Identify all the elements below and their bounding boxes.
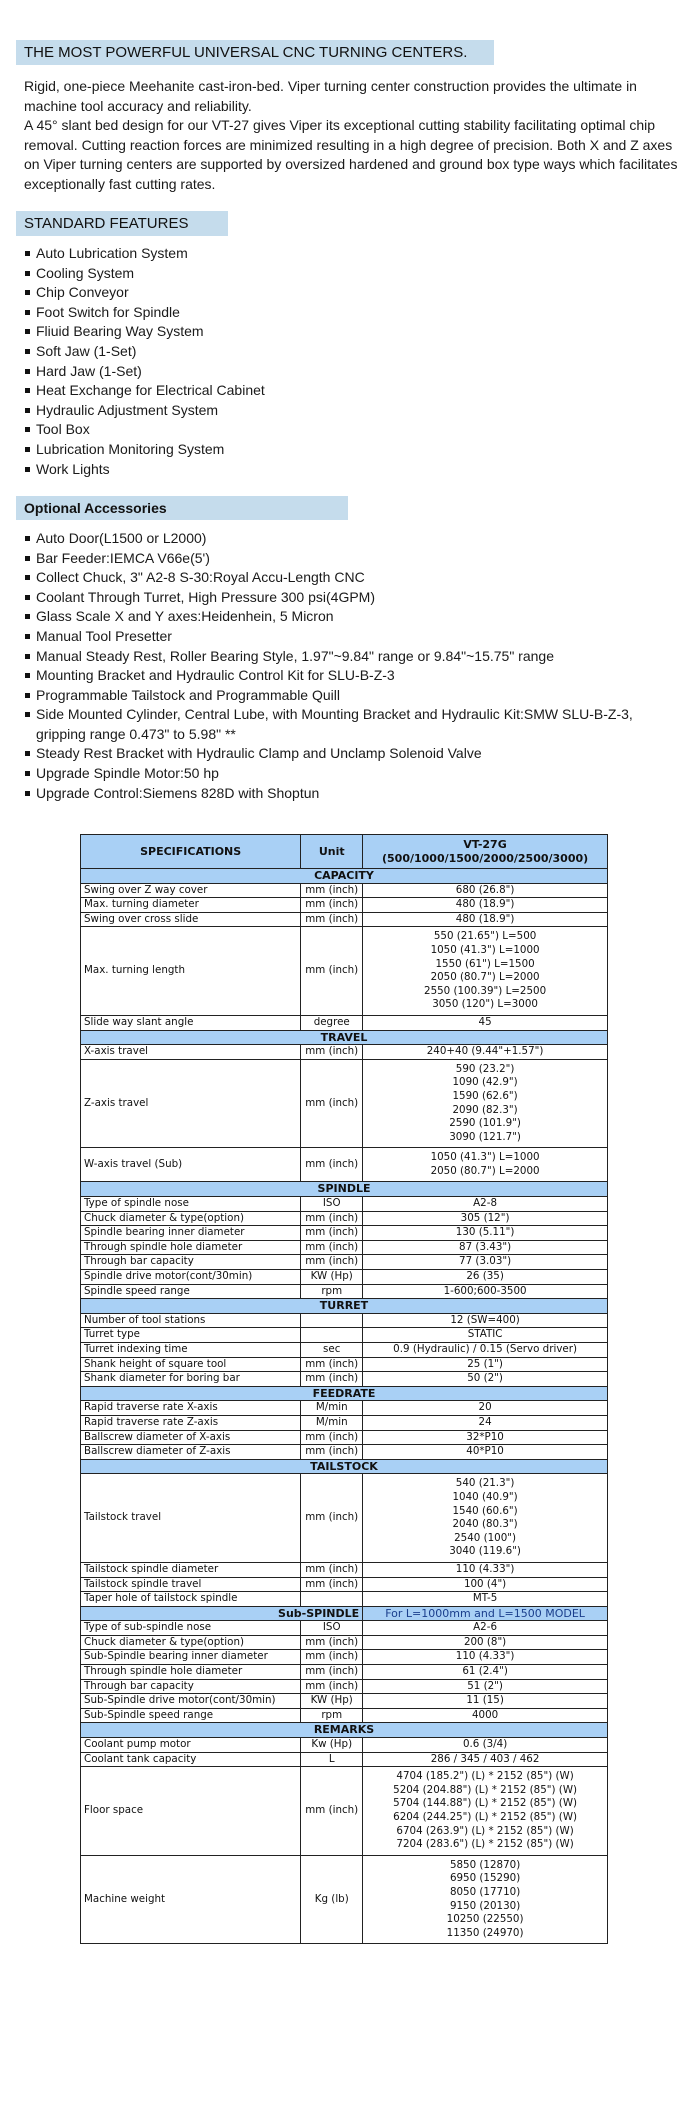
spec-name-cell: Spindle speed range bbox=[81, 1284, 301, 1299]
spec-name-cell: Sub-Spindle speed range bbox=[81, 1708, 301, 1723]
table-row bbox=[81, 1635, 608, 1650]
table-row bbox=[81, 1313, 608, 1328]
value-cell: 4000 bbox=[363, 1708, 608, 1723]
list-item: Upgrade Spindle Motor:50 hp bbox=[24, 764, 676, 784]
unit-cell: mm (inch) bbox=[301, 1211, 363, 1226]
list-item: Glass Scale X and Y axes:Heidenhein, 5 Micron bbox=[24, 607, 676, 627]
table-row bbox=[81, 1665, 608, 1680]
table-row bbox=[81, 1015, 608, 1030]
model-column-header bbox=[363, 835, 608, 869]
spec-name-cell: Turret indexing time bbox=[81, 1343, 301, 1358]
table-row bbox=[81, 1148, 608, 1182]
spec-name-cell: Sub-Spindle drive motor(cont/30min) bbox=[81, 1694, 301, 1709]
unit-cell: Kw (Hp) bbox=[301, 1738, 363, 1753]
spec-name-cell: Through bar capacity bbox=[81, 1679, 301, 1694]
list-item: Hard Jaw (1-Set) bbox=[24, 362, 265, 382]
unit-cell: mm (inch) bbox=[301, 1357, 363, 1372]
table-row bbox=[81, 883, 608, 898]
category-label: SPINDLE bbox=[81, 1182, 608, 1197]
table-row bbox=[81, 1855, 608, 1944]
list-item: Bar Feeder:IEMCA V66e(5') bbox=[24, 549, 676, 569]
list-item: Manual Steady Rest, Roller Bearing Style, 1.97"~9.84" range or 9.84"~15.75" range bbox=[24, 647, 676, 667]
spec-name-cell: Taper hole of tailstock spindle bbox=[81, 1592, 301, 1607]
unit-column-header: Unit bbox=[301, 835, 363, 869]
table-row bbox=[81, 1415, 608, 1430]
value-cell: 87 (3.43") bbox=[363, 1240, 608, 1255]
unit-cell: mm (inch) bbox=[301, 1679, 363, 1694]
spec-name-cell: Chuck diameter & type(option) bbox=[81, 1635, 301, 1650]
category-row bbox=[81, 1030, 608, 1045]
spec-name-cell: W-axis travel (Sub) bbox=[81, 1148, 301, 1182]
list-item: Side Mounted Cylinder, Central Lube, with Mounting Bracket and Hydraulic Kit:SMW SLU-B-Z-3, gripping range 0.473" to 5.98" ** bbox=[24, 705, 676, 744]
unit-cell: mm (inch) bbox=[301, 898, 363, 913]
list-item: Steady Rest Bracket with Hydraulic Clamp and Unclamp Solenoid Valve bbox=[24, 744, 676, 764]
table-row bbox=[81, 1752, 608, 1767]
list-item: Fliuid Bearing Way System bbox=[24, 322, 265, 342]
table-row bbox=[81, 1445, 608, 1460]
category-row bbox=[81, 1459, 608, 1474]
unit-cell: ISO bbox=[301, 1621, 363, 1636]
spec-name-cell: Floor space bbox=[81, 1767, 301, 1856]
value-cell: 200 (8") bbox=[363, 1635, 608, 1650]
unit-cell: mm (inch) bbox=[301, 1148, 363, 1182]
value-cell: 61 (2.4") bbox=[363, 1665, 608, 1680]
value-cell: 110 (4.33") bbox=[363, 1562, 608, 1577]
value-cell: A2-8 bbox=[363, 1197, 608, 1212]
unit-cell: L bbox=[301, 1752, 363, 1767]
unit-cell: KW (Hp) bbox=[301, 1694, 363, 1709]
list-item: Upgrade Control:Siemens 828D with Shoptun bbox=[24, 784, 676, 804]
unit-cell: mm (inch) bbox=[301, 1445, 363, 1460]
spec-name-cell: Ballscrew diameter of X-axis bbox=[81, 1430, 301, 1445]
value-cell: 0.6 (3/4) bbox=[363, 1738, 608, 1753]
spec-name-cell: Tailstock spindle diameter bbox=[81, 1562, 301, 1577]
table-row bbox=[81, 1401, 608, 1416]
spec-name-cell: Swing over cross slide bbox=[81, 912, 301, 927]
list-item: Collect Chuck, 3" A2-8 S-30:Royal Accu-Length CNC bbox=[24, 568, 676, 588]
value-cell: 40*P10 bbox=[363, 1445, 608, 1460]
value-cell: 20 bbox=[363, 1401, 608, 1416]
category-label: TURRET bbox=[81, 1299, 608, 1314]
unit-cell: rpm bbox=[301, 1284, 363, 1299]
spec-name-cell: X-axis travel bbox=[81, 1045, 301, 1060]
spec-name-cell: Rapid traverse rate X-axis bbox=[81, 1401, 301, 1416]
unit-cell: mm (inch) bbox=[301, 1577, 363, 1592]
intro-text bbox=[24, 77, 689, 194]
unit-cell: mm (inch) bbox=[301, 1226, 363, 1241]
category-label: TRAVEL bbox=[81, 1030, 608, 1045]
unit-cell: mm (inch) bbox=[301, 1665, 363, 1680]
value-cell: 45 bbox=[363, 1015, 608, 1030]
unit-cell bbox=[301, 1592, 363, 1607]
unit-cell: mm (inch) bbox=[301, 1650, 363, 1665]
table-row bbox=[81, 1343, 608, 1358]
spec-name-cell: Turret type bbox=[81, 1328, 301, 1343]
unit-cell: mm (inch) bbox=[301, 927, 363, 1016]
value-cell: 680 (26.8") bbox=[363, 883, 608, 898]
value-cell: MT-5 bbox=[363, 1592, 608, 1607]
unit-cell: KW (Hp) bbox=[301, 1270, 363, 1285]
value-cell: 12 (SW=400) bbox=[363, 1313, 608, 1328]
standard-features-heading: STANDARD FEATURES bbox=[16, 211, 228, 236]
list-item: Foot Switch for Spindle bbox=[24, 303, 265, 323]
table-row bbox=[81, 1577, 608, 1592]
value-cell: 77 (3.03") bbox=[363, 1255, 608, 1270]
unit-cell: mm (inch) bbox=[301, 1240, 363, 1255]
spec-name-cell: Coolant pump motor bbox=[81, 1738, 301, 1753]
table-row bbox=[81, 1430, 608, 1445]
unit-cell: rpm bbox=[301, 1708, 363, 1723]
category-note: For L=1000mm and L=1500 MODEL bbox=[363, 1606, 608, 1621]
category-row bbox=[81, 1182, 608, 1197]
value-cell: 480 (18.9") bbox=[363, 898, 608, 913]
spec-name-cell: Max. turning length bbox=[81, 927, 301, 1016]
spec-name-cell: Shank diameter for boring bar bbox=[81, 1372, 301, 1387]
value-cell: 590 (23.2") 1090 (42.9") 1590 (62.6") 2090 (82.3") 2590 (101.9") 3090 (121.7") bbox=[363, 1059, 608, 1148]
unit-cell: sec bbox=[301, 1343, 363, 1358]
value-cell: 480 (18.9") bbox=[363, 912, 608, 927]
spec-name-cell: Through bar capacity bbox=[81, 1255, 301, 1270]
spec-name-cell: Ballscrew diameter of Z-axis bbox=[81, 1445, 301, 1460]
category-row bbox=[81, 1723, 608, 1738]
table-row bbox=[81, 1059, 608, 1148]
main-heading: THE MOST POWERFUL UNIVERSAL CNC TURNING CENTERS. bbox=[16, 40, 494, 65]
spec-name-cell: Tailstock travel bbox=[81, 1474, 301, 1563]
unit-cell: mm (inch) bbox=[301, 883, 363, 898]
spec-name-cell: Sub-Spindle bearing inner diameter bbox=[81, 1650, 301, 1665]
value-cell: 240+40 (9.44"+1.57") bbox=[363, 1045, 608, 1060]
value-cell: A2-6 bbox=[363, 1621, 608, 1636]
value-cell: 11 (15) bbox=[363, 1694, 608, 1709]
category-label: FEEDRATE bbox=[81, 1386, 608, 1401]
list-item: Mounting Bracket and Hydraulic Control Kit for SLU-B-Z-3 bbox=[24, 666, 676, 686]
value-cell: 24 bbox=[363, 1415, 608, 1430]
list-item: Manual Tool Presetter bbox=[24, 627, 676, 647]
spec-name-cell: Max. turning diameter bbox=[81, 898, 301, 913]
spec-name-cell: Tailstock spindle travel bbox=[81, 1577, 301, 1592]
table-row bbox=[81, 1357, 608, 1372]
list-item: Heat Exchange for Electrical Cabinet bbox=[24, 381, 265, 401]
unit-cell: mm (inch) bbox=[301, 1430, 363, 1445]
spec-column-header: SPECIFICATIONS bbox=[81, 835, 301, 869]
model-name: VT-27G (500/1000/1500/2000/2500/3000) bbox=[381, 837, 589, 865]
table-row bbox=[81, 1372, 608, 1387]
unit-cell bbox=[301, 1328, 363, 1343]
intro-paragraph-2: A 45° slant bed design for our VT-27 gives Viper its exceptional cutting stability facilitating optimal chip removal. Cutting reaction forces are minimized resulting in a high degree of precision. Both X and Z axes on Viper turning centers are supported by oversized hardened and ground box type ways which facilitates exceptionally fast cutting rates. bbox=[24, 117, 678, 192]
unit-cell: mm (inch) bbox=[301, 1767, 363, 1856]
table-header-row bbox=[81, 835, 608, 869]
table-row bbox=[81, 927, 608, 1016]
table-row bbox=[81, 1226, 608, 1241]
value-cell: 26 (35) bbox=[363, 1270, 608, 1285]
specifications-table bbox=[80, 834, 608, 1944]
standard-features-list bbox=[24, 244, 265, 479]
unit-cell: degree bbox=[301, 1015, 363, 1030]
table-row bbox=[81, 1045, 608, 1060]
table-row bbox=[81, 1694, 608, 1709]
list-item: Coolant Through Turret, High Pressure 300 psi(4GPM) bbox=[24, 588, 676, 608]
list-item: Work Lights bbox=[24, 460, 265, 480]
value-cell: 286 / 345 / 403 / 462 bbox=[363, 1752, 608, 1767]
table-row bbox=[81, 912, 608, 927]
spec-name-cell: Type of spindle nose bbox=[81, 1197, 301, 1212]
list-item: Chip Conveyor bbox=[24, 283, 265, 303]
intro-paragraph-1: Rigid, one-piece Meehanite cast-iron-bed. Viper turning center construction provides the ultimate in machine tool accuracy and reliability. bbox=[24, 78, 637, 114]
value-cell: 51 (2") bbox=[363, 1679, 608, 1694]
table-row bbox=[81, 1284, 608, 1299]
value-cell: 550 (21.65") L=500 1050 (41.3") L=1000 1550 (61") L=1500 2050 (80.7") L=2000 2550 (100.39") L=2500 3050 (120") L=3000 bbox=[363, 927, 608, 1016]
value-cell: 32*P10 bbox=[363, 1430, 608, 1445]
list-item: Lubrication Monitoring System bbox=[24, 440, 265, 460]
optional-accessories-list bbox=[24, 529, 676, 803]
spec-name-cell: Number of tool stations bbox=[81, 1313, 301, 1328]
value-cell: 100 (4") bbox=[363, 1577, 608, 1592]
spec-name-cell: Rapid traverse rate Z-axis bbox=[81, 1415, 301, 1430]
unit-cell: mm (inch) bbox=[301, 1474, 363, 1563]
list-item: Hydraulic Adjustment System bbox=[24, 401, 265, 421]
value-cell: 25 (1") bbox=[363, 1357, 608, 1372]
table-row bbox=[81, 1328, 608, 1343]
table-row bbox=[81, 1211, 608, 1226]
spec-name-cell: Type of sub-spindle nose bbox=[81, 1621, 301, 1636]
table-row bbox=[81, 1767, 608, 1856]
table-row bbox=[81, 898, 608, 913]
list-item: Cooling System bbox=[24, 264, 265, 284]
table-row bbox=[81, 1592, 608, 1607]
list-item: Soft Jaw (1-Set) bbox=[24, 342, 265, 362]
value-cell: STATIC bbox=[363, 1328, 608, 1343]
spec-name-cell: Chuck diameter & type(option) bbox=[81, 1211, 301, 1226]
list-item: Tool Box bbox=[24, 420, 265, 440]
category-row bbox=[81, 1386, 608, 1401]
value-cell: 0.9 (Hydraulic) / 0.15 (Servo driver) bbox=[363, 1343, 608, 1358]
spec-name-cell: Through spindle hole diameter bbox=[81, 1240, 301, 1255]
spec-name-cell: Z-axis travel bbox=[81, 1059, 301, 1148]
table-row bbox=[81, 1738, 608, 1753]
table-row bbox=[81, 1240, 608, 1255]
value-cell: 130 (5.11") bbox=[363, 1226, 608, 1241]
category-label: CAPACITY bbox=[81, 869, 608, 884]
spec-name-cell: Spindle drive motor(cont/30min) bbox=[81, 1270, 301, 1285]
category-row bbox=[81, 1299, 608, 1314]
list-item: Auto Door(L1500 or L2000) bbox=[24, 529, 676, 549]
value-cell: 1050 (41.3") L=1000 2050 (80.7") L=2000 bbox=[363, 1148, 608, 1182]
unit-cell: Kg (lb) bbox=[301, 1855, 363, 1944]
spec-name-cell: Machine weight bbox=[81, 1855, 301, 1944]
table-row bbox=[81, 1679, 608, 1694]
spec-name-cell: Through spindle hole diameter bbox=[81, 1665, 301, 1680]
value-cell: 4704 (185.2") (L) * 2152 (85") (W) 5204 (204.88") (L) * 2152 (85") (W) 5704 (144.88") (L) * 2152 (85") (W) 6204 (244.25") (L) * 2152 (85") (W) 6704 (263.9") (L) * 2152 (85") (W) 7204 (283.6") (L) * 2152 (85") (W) bbox=[363, 1767, 608, 1856]
unit-cell: mm (inch) bbox=[301, 1372, 363, 1387]
category-label: REMARKS bbox=[81, 1723, 608, 1738]
category-label: Sub-SPINDLE bbox=[81, 1606, 363, 1621]
table-row bbox=[81, 1270, 608, 1285]
value-cell: 110 (4.33") bbox=[363, 1650, 608, 1665]
spec-name-cell: Spindle bearing inner diameter bbox=[81, 1226, 301, 1241]
category-row bbox=[81, 1606, 608, 1621]
spec-name-cell: Slide way slant angle bbox=[81, 1015, 301, 1030]
category-label: TAILSTOCK bbox=[81, 1459, 608, 1474]
optional-accessories-heading: Optional Accessories bbox=[16, 496, 348, 520]
unit-cell: mm (inch) bbox=[301, 912, 363, 927]
spec-name-cell: Swing over Z way cover bbox=[81, 883, 301, 898]
unit-cell: M/min bbox=[301, 1401, 363, 1416]
value-cell: 540 (21.3") 1040 (40.9") 1540 (60.6") 2040 (80.3") 2540 (100") 3040 (119.6") bbox=[363, 1474, 608, 1563]
unit-cell: ISO bbox=[301, 1197, 363, 1212]
unit-cell: mm (inch) bbox=[301, 1255, 363, 1270]
table-row bbox=[81, 1474, 608, 1563]
unit-cell: mm (inch) bbox=[301, 1635, 363, 1650]
table-row bbox=[81, 1197, 608, 1212]
value-cell: 50 (2") bbox=[363, 1372, 608, 1387]
spec-name-cell: Coolant tank capacity bbox=[81, 1752, 301, 1767]
value-cell: 5850 (12870) 6950 (15290) 8050 (17710) 9150 (20130) 10250 (22550) 11350 (24970) bbox=[363, 1855, 608, 1944]
list-item: Auto Lubrication System bbox=[24, 244, 265, 264]
unit-cell: mm (inch) bbox=[301, 1562, 363, 1577]
specifications-body bbox=[81, 869, 608, 1944]
value-cell: 305 (12") bbox=[363, 1211, 608, 1226]
category-row bbox=[81, 869, 608, 884]
table-row bbox=[81, 1650, 608, 1665]
table-row bbox=[81, 1562, 608, 1577]
value-cell: 1-600;600-3500 bbox=[363, 1284, 608, 1299]
unit-cell: M/min bbox=[301, 1415, 363, 1430]
spec-name-cell: Shank height of square tool bbox=[81, 1357, 301, 1372]
table-row bbox=[81, 1621, 608, 1636]
table-row bbox=[81, 1255, 608, 1270]
unit-cell bbox=[301, 1313, 363, 1328]
unit-cell: mm (inch) bbox=[301, 1059, 363, 1148]
unit-cell: mm (inch) bbox=[301, 1045, 363, 1060]
list-item: Programmable Tailstock and Programmable Quill bbox=[24, 686, 676, 706]
table-row bbox=[81, 1708, 608, 1723]
